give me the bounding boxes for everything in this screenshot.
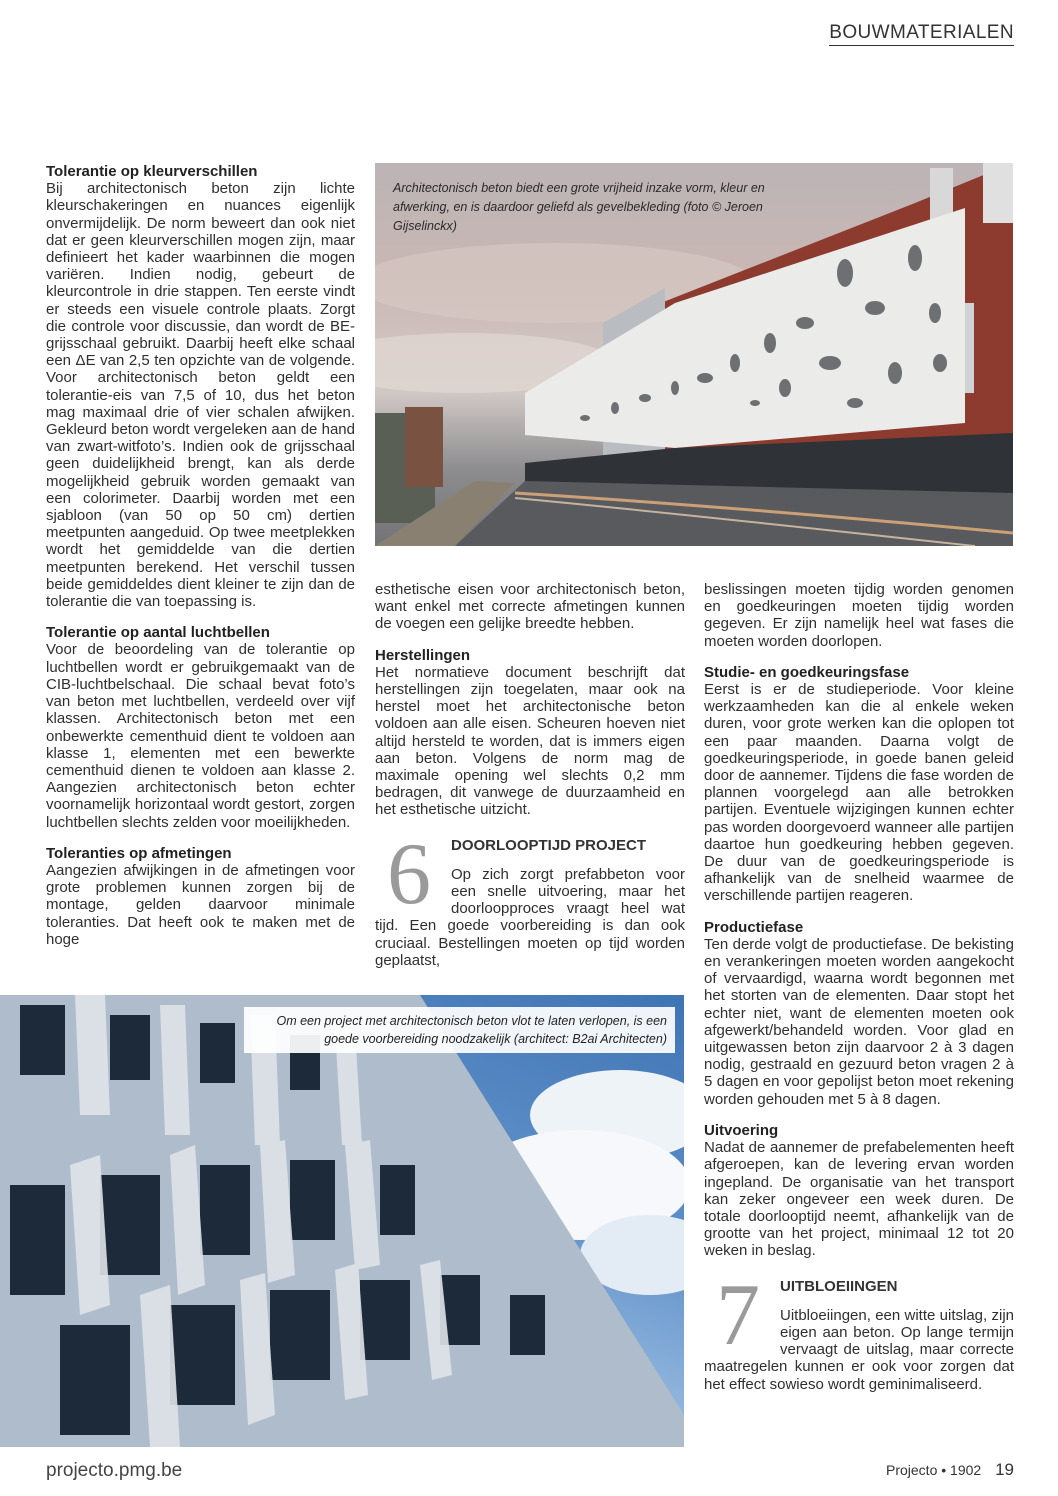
chapter-7 [704,1266,1014,1393]
paragraph: Bij architectonisch beton zijn lichte kleurschakeringen en nuances eigenlijk onvermijdelijk. De norm beweert dan ook niet dat er geen kleurverschillen mogen zijn, maar definieert het kader waarbinnen die mogen variëren. Indien nodig, gebeurt de kleurcontrole in drie stappen. Ten eerste vindt er steeds een visuele controle plaats. Zorgt die controle voor discussie, dan wordt de BE-grijsschaal gebruikt. Daarbij heeft elke schaal een ΔE van 2,5 ten opzichte van de volgende. Voor architectonisch beton geldt een tolerantie-eis van 7,5 of 10, dus het beton mag maximaal drie of vier schalen afwijken. Gekleurd beton wordt vergeleken aan de hand van zwart-witfoto’s. Indien ook de grijsschaal geen duidelijkheid brengt, kan als derde mogelijkheid gebruik worden gemaakt van een colorimeter. Daarbij worden met een sjabloon (van 50 op 50 cm) dertien meetpunten aangeduid. Op twee meetplekken wordt het gemiddelde van die dertien meetpunten berekend. Het verschil tussen beide gemiddeldes dient kleiner te zijn dan de tolerantie die van toepassing is. [46,180,355,611]
section-label: BOUWMATERIALEN [829,22,1014,46]
text-column-1 [46,163,355,962]
subheading: Tolerantie op kleurverschillen [46,163,258,180]
paragraph: Voor de beoordeling van de tolerantie op luchtbellen wordt er gebruikgemaakt van de CIB-luchtbelschaal. Die schaal bevat foto’s van beton met luchtbellen, verdeeld over vijf klassen. Architectonisch beton met een onbewerkte cementhuid dient te voldoen aan klasse 1, elementen met een bewerkte cementhuid dienen te voldoen aan klasse 2. Aangezien architectonisch beton echter voornamelijk horizontaal wordt gestort, zorgen luchtbellen slechts zelden voor moeilijkheden. [46,641,355,831]
paragraph: Op zich zorgt prefabbeton voor een snelle uitvoering, maar het doorloopproces vraagt heel wat tijd. Een goede voorbereiding is dan ook cruciaal. Bestellingen moeten op tijd worden geplaatst, [375,865,685,969]
chapter-title: UITBLOEIINGEN [780,1277,898,1295]
subheading: Toleranties op afmetingen [46,844,232,862]
subheading: Studie- en goedkeuringsfase [704,663,910,681]
subheading: Productiefase [704,918,804,936]
paragraph: Ten derde volgt de productiefase. De bekisting en verankeringen moeten worden aangekocht of vervaardigd, waarna wordt begonnen met het storten van de elementen. Daar stopt het echter niet, want de elementen moeten ook afgewerkt/behandeld worden. Voor glad en uitgewassen beton zijn daarvoor 2 à 3 dagen nodig, gestraald en gezuurd beton vragen 2 à 5 dagen en voor gepolijst beton moet rekening worden gehouden met 5 à 8 dagen. [704,935,1014,1108]
chapter-number: 6 [387,825,431,923]
subheading: Herstellingen [375,646,471,664]
photo-caption: Architectonisch beton biedt een grote vrijheid inzake vorm, kleur en afwerking, en is daardoor geliefd als gevelbekleding (foto © Jeroen Gijselinckx) [393,181,765,233]
footer-page-info [886,1460,1014,1480]
paragraph: esthetische eisen voor architectonisch beton, want enkel met correcte afmetingen kunnen de voegen een gelijke breedte hebben. [375,581,685,633]
photo-caption: Om een project met architectonisch beton vlot te laten verlopen, is een goede voorbereiding noodzakelijk (architect: B2ai Architecten) [244,1007,675,1053]
text-column-2 [375,581,685,983]
paragraph: Aangezien afwijkingen in de afmetingen voor grote problemen kunnen zorgen bij de montage, gelden daarvoor minimale toleranties. Dat heeft ook te maken met de hoge [46,861,355,948]
paragraph: Nadat de aannemer de prefabelementen heeft afgeroepen, kan de levering ervan worden ingepland. De organisatie van het transport kan zeker ongeveer een week duren. De totale doorlooptijd neemt, afhankelijk van de grootte van het project, minimaal 12 tot 20 weken in beslag. [704,1139,1014,1260]
building-facade-photo [375,163,1013,546]
paragraph: Het normatieve document beschrijft dat herstellingen zijn toegelaten, maar ook na herstel moet het architectonische beton voldoen aan alle eisen. Scheuren hoeven niet altijd hersteld te worden, dat is immers eigen aan beton. Volgens de norm mag de maximale opening wel slechts 0,2 mm bedragen, dit vanwege de duurzaamheid en het esthetische uitzicht. [375,663,685,819]
magazine-issue: Projecto • 1902 [886,1462,982,1478]
page-number: 19 [995,1460,1014,1479]
chapter-6 [375,825,685,969]
chapter-title: DOORLOOPTIJD PROJECT [451,836,647,854]
subheading: Tolerantie op aantal luchtbellen [46,624,270,642]
paragraph: beslissingen moeten tijdig worden genomen en goedkeuringen moeten tijdig worden gegeven. Er zijn namelijk heel wat fases die moeten worden doorlopen. [704,581,1014,650]
chapter-number: 7 [716,1266,760,1364]
paragraph: Uitbloeiingen, een witte uitslag, zijn eigen aan beton. Op lange termijn vervaagt de uitslag, maar correcte maatregelen kunnen er ook voor zorgen dat het effect sowieso wordt geminimaliseerd. [704,1306,1014,1393]
text-column-3 [704,581,1014,1407]
building-fins-photo [0,995,684,1447]
subheading: Uitvoering [704,1121,779,1139]
paragraph: Eerst is er de studieperiode. Voor kleine werkzaamheden kan die al enkele weken duren, voor grote werken kan die oplopen tot een paar maanden. Daarna volgt de goedkeuringsperiode, in goede banen geleid door de aannemer. Tijdens die fase worden de plannen voorgelegd aan alle betrokken partijen. Eventuele wijzigingen kunnen echter pas worden doorgevoerd wanneer alle partijen daartoe hun goedkeuring hebben gegeven. De duur van de goedkeuringsperiode is afhankelijk van de snelheid waarmee de verschillende partijen reageren. [704,681,1014,905]
footer-website-link[interactable]: projecto.pmg.be [46,1460,183,1481]
